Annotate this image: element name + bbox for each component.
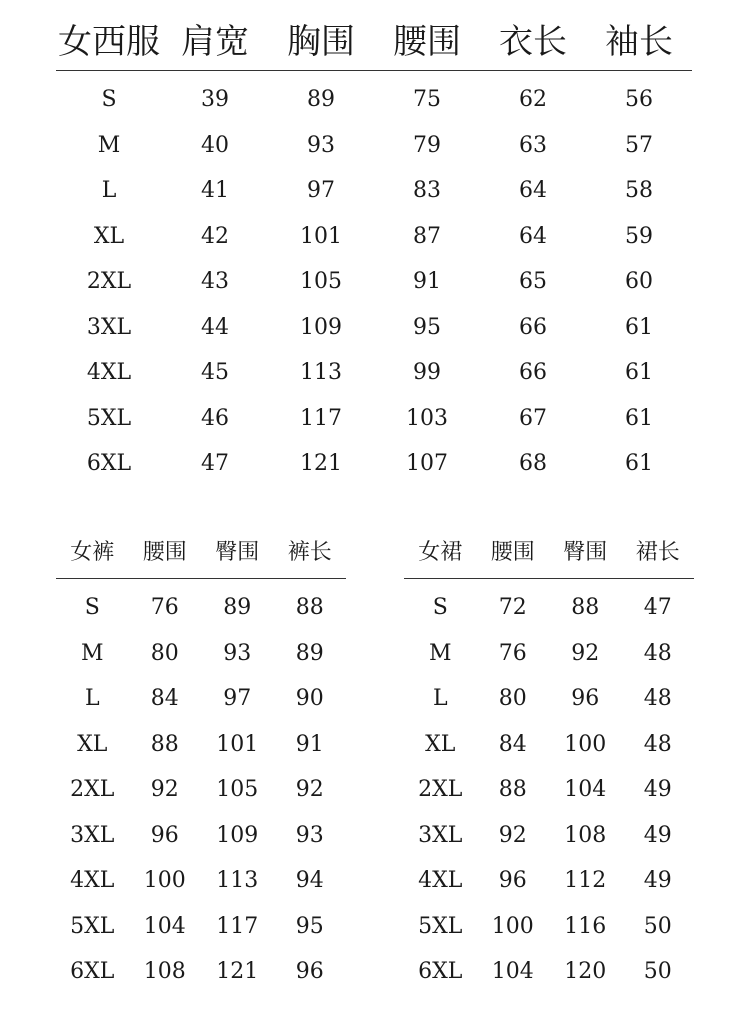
column-header: 女裙 bbox=[404, 528, 477, 579]
measurement-cell: 92 bbox=[498, 822, 527, 848]
table-row bbox=[56, 168, 692, 214]
size-label: M bbox=[428, 640, 452, 666]
measurement-cell: 49 bbox=[643, 822, 672, 848]
size-label: 2XL bbox=[70, 777, 115, 802]
table-row bbox=[404, 676, 694, 722]
table-row bbox=[56, 949, 346, 995]
measurement-cell: 47 bbox=[201, 451, 229, 476]
measurement-cell: 48 bbox=[643, 731, 672, 757]
column-header: 腰围 bbox=[477, 528, 550, 579]
table-row bbox=[56, 767, 346, 813]
size-label: 5XL bbox=[418, 913, 463, 939]
table-row bbox=[56, 579, 346, 631]
measurement-cell: 96 bbox=[571, 686, 600, 711]
measurement-cell: 76 bbox=[150, 595, 179, 620]
size-label: XL bbox=[77, 731, 108, 757]
table-header-row bbox=[56, 14, 692, 71]
size-label: L bbox=[84, 686, 100, 711]
measurement-cell: 120 bbox=[564, 959, 607, 984]
table-row bbox=[56, 631, 346, 677]
table-header-row bbox=[404, 528, 694, 579]
measurement-cell: 75 bbox=[413, 87, 441, 112]
table-row bbox=[404, 631, 694, 677]
measurement-cell: 109 bbox=[216, 822, 259, 848]
suit-size-table bbox=[56, 14, 692, 487]
pants-size-table bbox=[56, 528, 346, 995]
measurement-cell: 61 bbox=[625, 314, 653, 340]
size-label: 4XL bbox=[86, 360, 132, 385]
measurement-cell: 101 bbox=[300, 223, 342, 249]
measurement-cell: 91 bbox=[413, 269, 441, 294]
measurement-cell: 66 bbox=[519, 314, 547, 340]
measurement-cell: 61 bbox=[625, 405, 653, 431]
measurement-cell: 56 bbox=[625, 87, 653, 112]
skirt-size-table bbox=[404, 528, 694, 995]
measurement-cell: 79 bbox=[413, 132, 441, 158]
measurement-cell: 45 bbox=[201, 360, 229, 385]
column-header: 女裤 bbox=[56, 528, 129, 579]
measurement-cell: 57 bbox=[625, 132, 653, 158]
measurement-cell: 64 bbox=[519, 178, 547, 203]
column-header: 臀围 bbox=[201, 528, 274, 579]
measurement-cell: 107 bbox=[406, 451, 448, 476]
table-row bbox=[56, 396, 692, 442]
measurement-cell: 104 bbox=[564, 777, 607, 802]
table-row bbox=[56, 441, 692, 487]
measurement-cell: 59 bbox=[625, 223, 653, 249]
measurement-cell: 93 bbox=[223, 640, 252, 666]
measurement-cell: 104 bbox=[491, 959, 534, 984]
size-label: 5XL bbox=[86, 405, 132, 431]
column-header: 腰围 bbox=[129, 528, 202, 579]
size-label: 6XL bbox=[418, 959, 463, 984]
column-header: 裙长 bbox=[622, 528, 695, 579]
measurement-cell: 72 bbox=[498, 595, 527, 620]
size-label: L bbox=[432, 686, 448, 711]
measurement-cell: 44 bbox=[201, 314, 229, 340]
measurement-cell: 89 bbox=[295, 640, 324, 666]
table-row bbox=[56, 813, 346, 859]
table-row bbox=[404, 858, 694, 904]
table-row bbox=[56, 259, 692, 305]
table-row bbox=[56, 904, 346, 950]
table-row bbox=[56, 71, 692, 123]
measurement-cell: 93 bbox=[307, 132, 335, 158]
measurement-cell: 49 bbox=[643, 868, 672, 893]
table-row bbox=[56, 214, 692, 260]
size-label: L bbox=[101, 178, 117, 203]
measurement-cell: 104 bbox=[143, 913, 186, 939]
measurement-cell: 88 bbox=[295, 595, 324, 620]
measurement-cell: 42 bbox=[201, 223, 229, 249]
column-header: 胸围 bbox=[268, 14, 374, 71]
measurement-cell: 87 bbox=[413, 223, 441, 249]
measurement-cell: 100 bbox=[491, 913, 534, 939]
measurement-cell: 101 bbox=[216, 731, 259, 757]
size-label: XL bbox=[93, 223, 125, 249]
table-row bbox=[404, 767, 694, 813]
measurement-cell: 50 bbox=[643, 959, 672, 984]
column-header: 腰围 bbox=[374, 14, 480, 71]
size-label: 2XL bbox=[86, 269, 132, 294]
measurement-cell: 88 bbox=[150, 731, 179, 757]
measurement-cell: 121 bbox=[216, 959, 259, 984]
measurement-cell: 100 bbox=[564, 731, 607, 757]
size-label: 4XL bbox=[70, 868, 115, 893]
table-row bbox=[56, 676, 346, 722]
table-row bbox=[404, 813, 694, 859]
size-label: 6XL bbox=[86, 451, 132, 476]
size-label: S bbox=[101, 87, 117, 112]
measurement-cell: 108 bbox=[564, 822, 607, 848]
table-row bbox=[56, 123, 692, 169]
measurement-cell: 49 bbox=[643, 777, 672, 802]
measurement-cell: 121 bbox=[300, 451, 342, 476]
measurement-cell: 64 bbox=[519, 223, 547, 249]
size-label: 3XL bbox=[86, 314, 132, 340]
measurement-cell: 84 bbox=[498, 731, 527, 757]
measurement-cell: 46 bbox=[201, 405, 229, 431]
measurement-cell: 108 bbox=[143, 959, 186, 984]
measurement-cell: 68 bbox=[519, 451, 547, 476]
measurement-cell: 91 bbox=[295, 731, 324, 757]
measurement-cell: 89 bbox=[307, 87, 335, 112]
measurement-cell: 60 bbox=[625, 269, 653, 294]
measurement-cell: 117 bbox=[300, 405, 342, 431]
measurement-cell: 113 bbox=[300, 360, 342, 385]
column-header: 肩宽 bbox=[162, 14, 268, 71]
measurement-cell: 47 bbox=[643, 595, 672, 620]
measurement-cell: 92 bbox=[571, 640, 600, 666]
measurement-cell: 94 bbox=[295, 868, 324, 893]
measurement-cell: 62 bbox=[519, 87, 547, 112]
size-label: 2XL bbox=[418, 777, 463, 802]
measurement-cell: 84 bbox=[150, 686, 179, 711]
measurement-cell: 92 bbox=[150, 777, 179, 802]
measurement-cell: 113 bbox=[216, 868, 259, 893]
measurement-cell: 43 bbox=[201, 269, 229, 294]
measurement-cell: 100 bbox=[143, 868, 186, 893]
size-label: 5XL bbox=[70, 913, 115, 939]
size-label: S bbox=[84, 595, 100, 620]
measurement-cell: 80 bbox=[498, 686, 527, 711]
measurement-cell: 96 bbox=[150, 822, 179, 848]
measurement-cell: 67 bbox=[519, 405, 547, 431]
size-label: M bbox=[80, 640, 104, 666]
measurement-cell: 48 bbox=[643, 640, 672, 666]
measurement-cell: 66 bbox=[519, 360, 547, 385]
measurement-cell: 96 bbox=[295, 959, 324, 984]
measurement-cell: 99 bbox=[413, 360, 441, 385]
size-label: 3XL bbox=[70, 822, 115, 848]
measurement-cell: 61 bbox=[625, 360, 653, 385]
measurement-cell: 88 bbox=[571, 595, 600, 620]
column-header: 袖长 bbox=[586, 14, 692, 71]
table-header-row bbox=[56, 528, 346, 579]
table-row bbox=[56, 350, 692, 396]
measurement-cell: 39 bbox=[201, 87, 229, 112]
column-header: 裤长 bbox=[274, 528, 347, 579]
size-label: XL bbox=[425, 731, 456, 757]
size-label: 6XL bbox=[70, 959, 115, 984]
measurement-cell: 61 bbox=[625, 451, 653, 476]
measurement-cell: 80 bbox=[150, 640, 179, 666]
measurement-cell: 93 bbox=[295, 822, 324, 848]
measurement-cell: 58 bbox=[625, 178, 653, 203]
measurement-cell: 90 bbox=[295, 686, 324, 711]
measurement-cell: 95 bbox=[413, 314, 441, 340]
measurement-cell: 40 bbox=[201, 132, 229, 158]
measurement-cell: 105 bbox=[216, 777, 259, 802]
table-row bbox=[56, 858, 346, 904]
measurement-cell: 50 bbox=[643, 913, 672, 939]
table-row bbox=[404, 579, 694, 631]
table-row bbox=[404, 904, 694, 950]
measurement-cell: 103 bbox=[406, 405, 448, 431]
measurement-cell: 76 bbox=[498, 640, 527, 666]
measurement-cell: 48 bbox=[643, 686, 672, 711]
measurement-cell: 96 bbox=[498, 868, 527, 893]
measurement-cell: 109 bbox=[300, 314, 342, 340]
measurement-cell: 88 bbox=[498, 777, 527, 802]
measurement-cell: 97 bbox=[223, 686, 252, 711]
measurement-cell: 65 bbox=[519, 269, 547, 294]
measurement-cell: 83 bbox=[413, 178, 441, 203]
measurement-cell: 92 bbox=[295, 777, 324, 802]
column-header: 女西服 bbox=[56, 14, 162, 71]
measurement-cell: 89 bbox=[223, 595, 252, 620]
measurement-cell: 116 bbox=[564, 913, 607, 939]
size-label: 4XL bbox=[418, 868, 463, 893]
measurement-cell: 112 bbox=[564, 868, 607, 893]
size-label: M bbox=[97, 132, 121, 158]
column-header: 臀围 bbox=[549, 528, 622, 579]
measurement-cell: 97 bbox=[307, 178, 335, 203]
table-row bbox=[404, 722, 694, 768]
table-row bbox=[56, 305, 692, 351]
measurement-cell: 117 bbox=[216, 913, 259, 939]
table-row bbox=[56, 722, 346, 768]
measurement-cell: 63 bbox=[519, 132, 547, 158]
column-header: 衣长 bbox=[480, 14, 586, 71]
measurement-cell: 41 bbox=[201, 178, 229, 203]
table-row bbox=[404, 949, 694, 995]
measurement-cell: 95 bbox=[295, 913, 324, 939]
measurement-cell: 105 bbox=[300, 269, 342, 294]
size-label: 3XL bbox=[418, 822, 463, 848]
size-label: S bbox=[432, 595, 448, 620]
